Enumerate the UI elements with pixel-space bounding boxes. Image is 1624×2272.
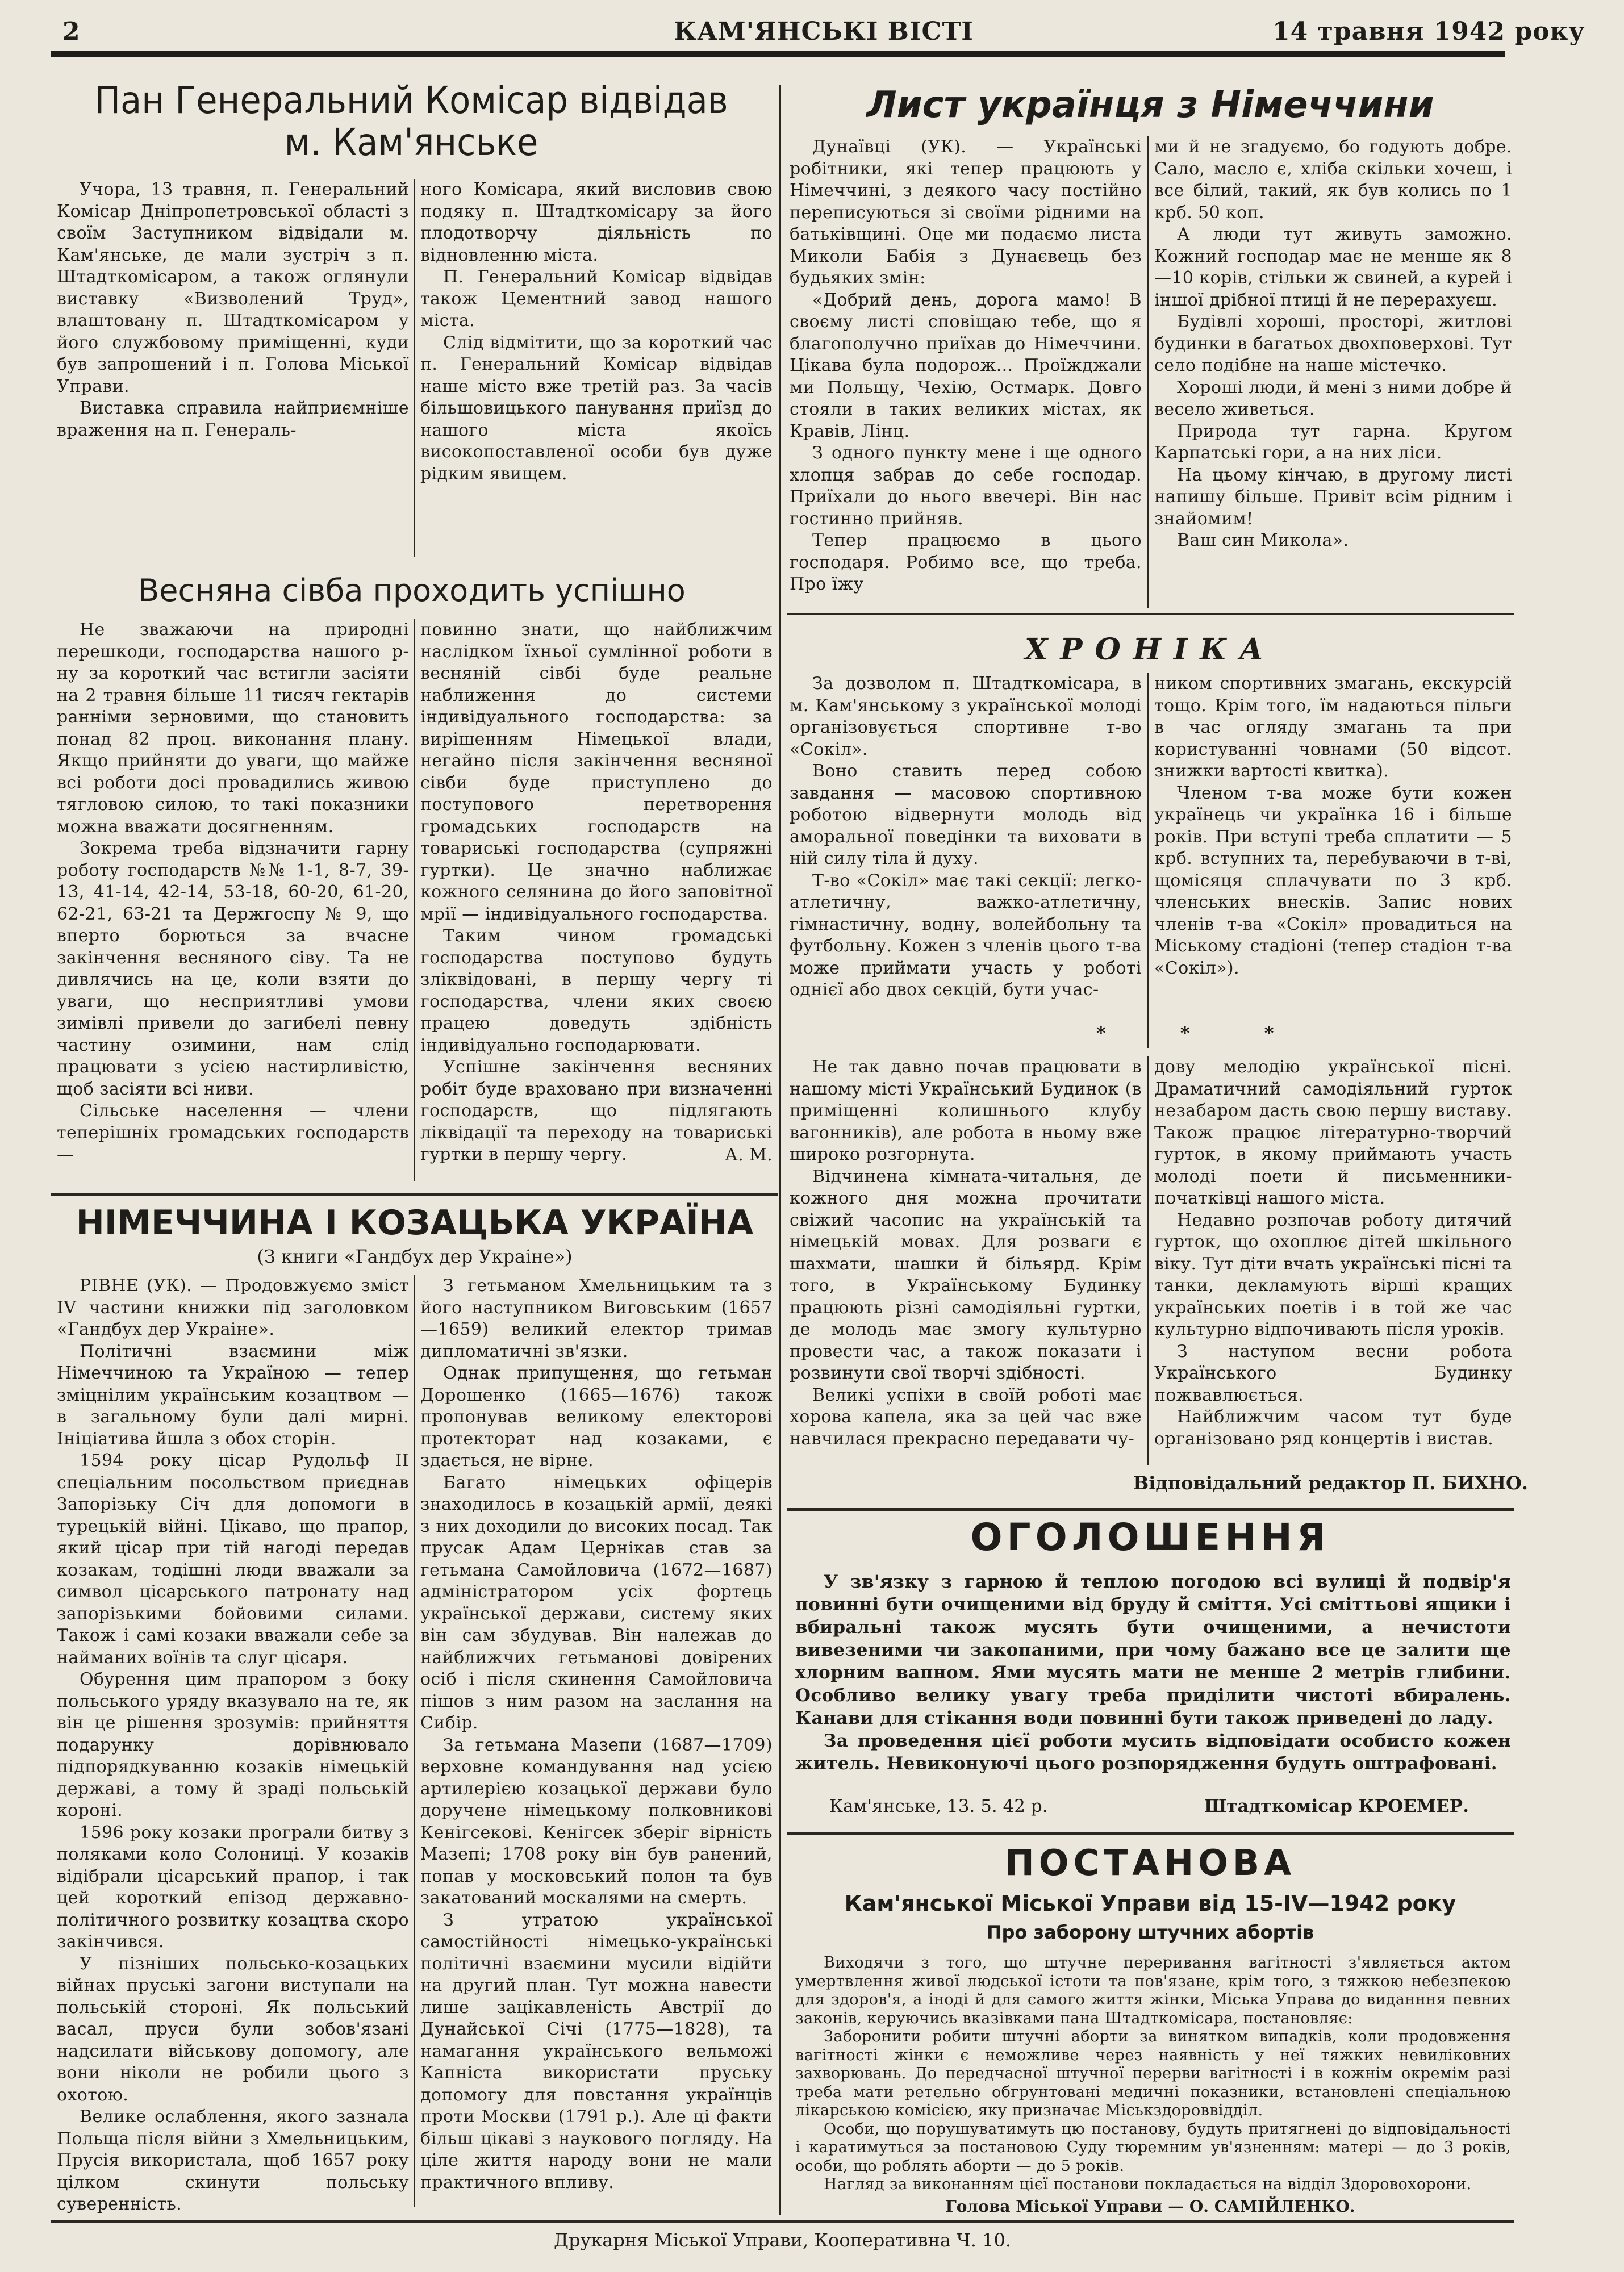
resolution-subhead-2: Про заборону штучних абортів [986, 1922, 1314, 1943]
paragraph: дову мелодію української пісні. Драматичний самодіяльний гурток незабаром дасть свою першу виставу. Також працює літературно-творчий гурток, в якому приймають участь молоді поети й письменники-початківці нашого міста. [1154, 1057, 1512, 1208]
resolution-headline: ПОСТАНОВА [1004, 1842, 1296, 1883]
paragraph: Не зважаючи на природні перешкоди, господарства нашого р-ну за короткий час встигли засіяти на 2 травня більше 11 тисяч гектарів ранніми зерновими, що становить понад 82 проц. виконання плану. Якщо прийняти до уваги, що майже всі роботи досі провадились живою тягловою силою, то такі показники можна вважати досягненням. [57, 620, 409, 837]
separator-stars: * * * [1096, 1022, 1308, 1044]
paragraph: Воно ставить перед собою завдання — масовою спортивною роботою відвернути молодь від аморальної поведінки та виховати в ній силу тіла й духу. [790, 761, 1142, 868]
section-rule [51, 1193, 778, 1196]
resolution-signer: Голова Міської Управи — О. САМІЙЛЕНКО. [945, 2197, 1355, 2216]
sowing-col-1 [57, 619, 409, 1166]
paragraph: ми й не згадуємо, бо годують добре. Сало, масло є, хліба скільки хочеш, і все білий, такий, як був колись по 1 крб. 50 коп. [1154, 137, 1512, 223]
paragraph: Найближчим часом тут буде організовано ряд концертів і вистав. [1154, 1407, 1512, 1449]
paragraph: Успішне закінчення весняних робіт буде враховано при визначенні господарств, що підлягають ліквідації та переходу на товариські гуртки в першу чергу. [420, 1057, 773, 1164]
paragraph: РІВНЕ (УК). — Продовжуємо зміст IV частини книжки під заголовком «Гандбух дер Украіне». [57, 1276, 409, 1339]
paragraph: З наступом весни робота Українського Будинку пожвавлюється. [1154, 1341, 1512, 1405]
paragraph: Будівлі хороші, просторі, житлові будинки в багатьох двохповерхові. Тут село подібне на наше містечко. [1154, 312, 1512, 375]
paragraph: Сільське населення — члени теперішніх громадських господарств — [57, 1101, 409, 1164]
paragraph: 1594 року цісар Рудольф II спеціальним посольством приєднав Запорізьку Січ для допомоги в турецькій війні. Цікаво, що прапор, який цісар при тій нагоді передав козакам, тодішні люди вважали за символ цісарського патронату над запорізькими бойовими силами. Також і самі козаки вважали себе за найманих воїнів та слуг цісаря. [57, 1451, 409, 1668]
paragraph: З утратою української самостійності німецько-українські політичні взаємини мусили відійти на другий план. Тут можна навести лише зацікавленість Австрії до Дунайської Січі (1775—1828), та намагання українського вельможі Капніста використати пруську допомогу для повстання українців проти Москви (1791 р.). Але ці факти більш цікаві з наукового погляду. На ціле життя народу вони не мали практичного впливу. [420, 1910, 773, 2192]
column-divider [1147, 673, 1149, 1048]
paragraph: Багато німецьких офіцерів знаходилось в козацькій армії, деякі з них доходили до високих посад. Так прусак Адам Цернікав став за гетьмана Самойловича (1672—1687) адміністратором усіх фортець української держави, систему яких він сам збудував. Він належав до найближчих гетьманові довірених осіб і після скинення Самойловича пішов з ним разом на заслання на Сибір. [420, 1472, 773, 1733]
paragraph: Обурення цим прапором з боку польського уряду вказувало на те, як він це рішення зрозумів: прийняття подарунку дорівнювало підпорядкуванню козаків німецькій державі, а тому й зраді польській короні. [57, 1669, 409, 1820]
paragraph: З одного пункту мене і ще одного хлопця забрав до себе господар. Приїхали до нього ввечері. Він нас гостинно прийняв. [790, 443, 1142, 529]
germany-col-1 [57, 1275, 409, 2216]
masthead-rule [51, 51, 1505, 57]
paragraph: П. Генеральний Комісар відвідав також Цементний завод нашого міста. [420, 267, 773, 331]
announcement-signer: Штадткомісар КРОЕМЕР. [1204, 1796, 1469, 1816]
paragraph: На цьому кінчаю, в другому листі напишу більше. Привіт всім рідним і знайомим! [1154, 465, 1512, 529]
paragraph: Зокрема треба відзначити гарну роботу господарств №№ 1-1, 8-7, 39-13, 41-14, 42-14, 53-18, 60-20, 61-20, 62-21, 63-21 та Держгоспу № 9, що вперто борються за вчасне закінчення весняного сіву. Та не дивлячись на це, коли взяти до уваги, що несприятливі умови зимівлі привели до загибелі певну частину озимини, нам слід працювати з усією настирливістю, щоб засіяти всі ниви. [57, 838, 409, 1099]
germany-subhead: (З книги «Гандбух дер Украіне») [257, 1246, 573, 1267]
paragraph: Слід відмітити, що за короткий час п. Генеральний Комісар відвідав наше місто вже третій раз. За часів більшовицького панування приїзд до нашого міста якоїсь високопоставленої особи був дуже рідким явищем. [420, 332, 773, 484]
chronicle-col-4 [1154, 1056, 1512, 1450]
letter-col-1 [790, 136, 1142, 596]
paragraph: Особи, що порушуватимуть цю постанову, будуть притягнені до відповідальності і каратимуться за постановою Суду тюремним ув'язненням: матері — до 3 років, особи, що роблять аборти — до 5 років. [795, 2120, 1511, 2175]
paragraph: Хороші люди, й мені з ними добре й весело живеться. [1154, 377, 1512, 419]
paragraph: Таким чином громадські господарства поступово будуть зліквідовані, в першу чергу ті господарства, члени яких своєю працею доведуть здібність індивідуально господарювати. [420, 926, 773, 1055]
sowing-headline: Весняна сівба проходить успішно [138, 573, 686, 608]
paragraph: Дунаївці (УК). — Українські робітники, які тепер працюють у Німеччині, з деякого часу постійно переписуються зі своїми рідними на батьківщині. Оце ми подаємо листа Миколи Бабія з Дунаєвець без будьяких змін: [790, 137, 1142, 288]
paragraph: Не так давно почав працювати в нашому місті Український Будинок (в приміщенні колишнього клубу вагонників), але робота в ньому вже широко розгорнута. [790, 1057, 1142, 1164]
resolution-subhead: Кам'янської Міської Управи від 15-IV—1942 року [844, 1891, 1456, 1916]
paragraph: Ваш син Микола». [1177, 531, 1349, 550]
visit-headline-line2: м. Кам'янське [284, 120, 538, 164]
announcement-place-date: Кам'янське, 13. 5. 42 р. [829, 1796, 1048, 1816]
chronicle-col-3 [790, 1056, 1142, 1450]
paragraph: Виставка справила найприємніше враження на п. Генераль- [57, 398, 409, 440]
footer-rule [51, 2220, 1514, 2223]
visit-col-1 [57, 179, 409, 441]
column-divider [414, 619, 415, 1181]
paragraph: Т-во «Сокіл» має такі секції: легко-атлетичну, важко-атлетичну, гімнастичну, водну, волейбольну та футбольну. Кожен з членів цього т-ва може приймати участь у роботі однієї або двох секцій, бути учас- [790, 870, 1142, 1000]
paragraph: ником спортивних змагань, екскурсій тощо. Крім того, їм надаються пільги в час огляду змагань та при користуванні човнами (50 відсот. знижки вартості квитка). [1154, 674, 1512, 781]
column-divider [779, 85, 781, 1477]
paragraph: З гетьманом Хмельницьким та з його наступником Виговським (1657—1659) великий електор тримав дипломатичні зв'язки. [420, 1276, 773, 1361]
visit-headline-line1: Пан Генеральний Комісар відвідав [94, 78, 728, 122]
resolution-body [795, 1954, 1511, 2194]
paragraph: Виходячи з того, що штучне переривання вагітності з'являється актом умертвлення живої людської істоти та пов'язане, крім того, з тяжкою небезпекою для здоров'я, а іноді й для самого життя жінки, Міська Управа до виданння певних законів, керуючись вказівками пана Штадткомісара, постановляє: [795, 1954, 1511, 2027]
paragraph: «Добрий день, дорога мамо! В своєму листі сповіщаю тебе, що я благополучно приїхав до Німеччини. Цікава була подорож... Проїжджали ми Польщу, Чехію, Остмарк. Довго стояли в таких великих містах, як Кравів, Лінц. [790, 290, 1142, 441]
announcements-headline: ОГОЛОШЕННЯ [970, 1515, 1330, 1559]
paragraph: Велике ослаблення, якого зазнала Польща після війни з Хмельницьким, Прусія використала, щоб 1657 року цілком скинути польську суверенність. [57, 2107, 409, 2214]
chronicle-col-2 [1154, 673, 1512, 979]
paragraph: Природа тут гарна. Кругом Карпатські гори, а на них ліси. [1154, 421, 1512, 463]
paragraph: 1596 року козаки програли битву з поляками коло Солониці. У козаків відібрали цісарський прапор, і так цей короткий епізод державно-політичного розвитку козацтва скоро закінчився. [57, 1822, 409, 1952]
germany-col-2 [420, 1275, 773, 2194]
newspaper-title: КАМ'ЯНСЬКІ ВІСТІ [674, 17, 974, 46]
paragraph: Учора, 13 травня, п. Генеральний Комісар Дніпропетровської області з своїм Заступником відвідали м. Кам'янське, де мали зустріч з п. Штадткомісаром, а також оглянули виставку «Визволений Труд», влаштовану п. Штадткомісаром у його службовому приміщенні, куди був запрошений і п. Голова Міської Управи. [57, 179, 409, 396]
paragraph: Членом т-ва може бути кожен українець чи українка 16 і більше років. При вступі треба сплатити — 5 крб. вступних та, перебуваючи в т-ві, щомісяця сплачувати по 3 крб. членських внесків. Запис нових членів т-ва «Сокіл» провадиться на Міському стадіоні (тепер стадіон т-ва «Сокіл»). [1154, 783, 1512, 978]
paragraph: За гетьмана Мазепи (1687—1709) верховне командування над усією артилерією козацької держави було доручене німецькому полковникові Кенігсекові. Кенігсек зберіг вірність Мазепі; 1708 року він був ранений, попав у московський полон та був закатований москалями на смерть. [420, 1735, 773, 1908]
germany-headline: НІМЕЧЧИНА І КОЗАЦЬКА УКРАЇНА [76, 1203, 754, 1243]
section-rule [787, 1832, 1514, 1835]
section-rule [787, 1508, 1514, 1511]
printer-footer: Друкарня Міської Управи, Кооперативна Ч. 10. [553, 2229, 1011, 2251]
announcements-body [795, 1571, 1511, 1775]
paragraph: Нагляд за виконанням цієї постанови покладається на відділ Здоровохорони. [824, 2175, 1472, 2193]
section-rule [787, 613, 1514, 615]
page-number: 2 [62, 17, 81, 46]
sowing-col-2 [420, 619, 773, 1166]
paragraph: Недавно розпочав роботу дитячий гурток, що охоплює дітей шкільного віку. Тут діти вчать українські пісні та танки, декламують вірші кращих українських поетів і в той же час культурно відпочивають після уроків. [1154, 1210, 1512, 1339]
paragraph: Відчинена кімната-читальня, де кожного дня можна прочитати свіжий часопис на українській та німецькій мовах. Для розваги є шахмати, шашки й більярд. Крім того, в Українському Будинку працюють різні самодіяльні гуртки, де молодь має змогу культурно провести час, а також показати і розвинути свої творчі здібності. [790, 1166, 1142, 1383]
column-divider [414, 1275, 415, 2207]
column-divider [1147, 136, 1149, 608]
paragraph: За дозволом п. Штадткомісара, в м. Кам'янському з української молоді організовується спортивне т-во «Сокіл». [790, 674, 1142, 759]
paragraph: А люди тут живуть заможно. Кожний господар має не менше як 8—10 корів, стільки ж свиней, а курей і іншої дрібної птиці й не перерахуєш. [1154, 224, 1512, 310]
paragraph: ного Комісара, який висловив свою подяку п. Штадткомісару за його плодотворчу діяльність по відновленню міста. [420, 179, 773, 265]
chronicle-headline: ХРОНІКА [1025, 632, 1276, 667]
paragraph: Тепер працюємо в цього господаря. Робимо все, що треба. Про їжу [790, 531, 1142, 594]
signature: А. М. [724, 1145, 773, 1165]
paragraph: Однак припущення, що гетьман Дорошенко (1665—1676) також пропонував великому електорові протекторат над козаками, є здається, не вірне. [420, 1363, 773, 1471]
paragraph: Великі успіхи в своїй роботі має хорова капела, яка за цей час вже навчилася прекрасно передавати чу- [790, 1385, 1142, 1449]
chronicle-col-1 [790, 673, 1142, 1001]
paragraph: повинно знати, що найближчим наслідком їхньої сумлінної роботи в весняній сівбі буде реальне наближення до системи індивідуального господарства: за вирішенням Німецької влади, негайно після закінчення весняної сівби буде приступлено до поступового перетворення громадських господарств на товариські господарства (супряжні гуртки). Це значно наближає кожного селянина до його заповітної мрії — індивідуального господарства. [420, 620, 773, 924]
visit-headline [45, 80, 777, 164]
paragraph: Політичні взаємини між Німеччиною та Україною — тепер зміцнілим українським козацтвом — в загальному були далі мирні. Ініціатива йшла з обох сторін. [57, 1341, 409, 1449]
editor-line: Відповідальний редактор П. БИХНО. [1133, 1472, 1528, 1494]
visit-col-2 [420, 179, 773, 485]
issue-date: 14 травня 1942 року [1272, 17, 1585, 46]
paragraph: За проведення цієї роботи мусить відповідати особисто кожен житель. Невиконуючі цього розпорядження будуть оштрафовані. [795, 1731, 1511, 1774]
column-divider [779, 1477, 781, 2215]
paragraph: У пізніших польсько-козацьких війнах пруські загони виступали на польській стороні. Як польський васал, пруси були зобов'язані надсилати військову допомогу, але вони ніколи не робили цього з охотою. [57, 1953, 409, 2105]
letter-col-2 [1154, 136, 1512, 552]
paragraph: У зв'язку з гарною й теплою погодою всі вулиці й подвір'я повинні бути очищеними від бруду й сміття. Усі сміттьові ящики і вбиральні також мусять бути очищеними, а нечистоти вивезеними чи закопаними, при чому бажано все це залити ще хлорним вапном. Ями мусять мати не менше 2 метрів глибини. Особливо велику увагу треба приділити чистоті вбиралень. Канави для стікання води повинні бути також приведені до ладу. [795, 1572, 1511, 1728]
letter-headline: Лист українця з Німеччини [866, 84, 1434, 126]
column-divider [1147, 1056, 1149, 1465]
column-divider [414, 179, 415, 557]
paragraph: Заборонити робити штучні аборти за винятком випадків, коли продовження вагітності жінки є неможливе через наявність у неї тяжких невиліковних захворювань. До передчасної штучної перерви вагітності і в кожнім окремім разі треба мати ретельно обгрунтовані медичні показники, встановлені спеціальною лікарською комісією, яку призначає Міськздороввідділ. [795, 2028, 1511, 2119]
